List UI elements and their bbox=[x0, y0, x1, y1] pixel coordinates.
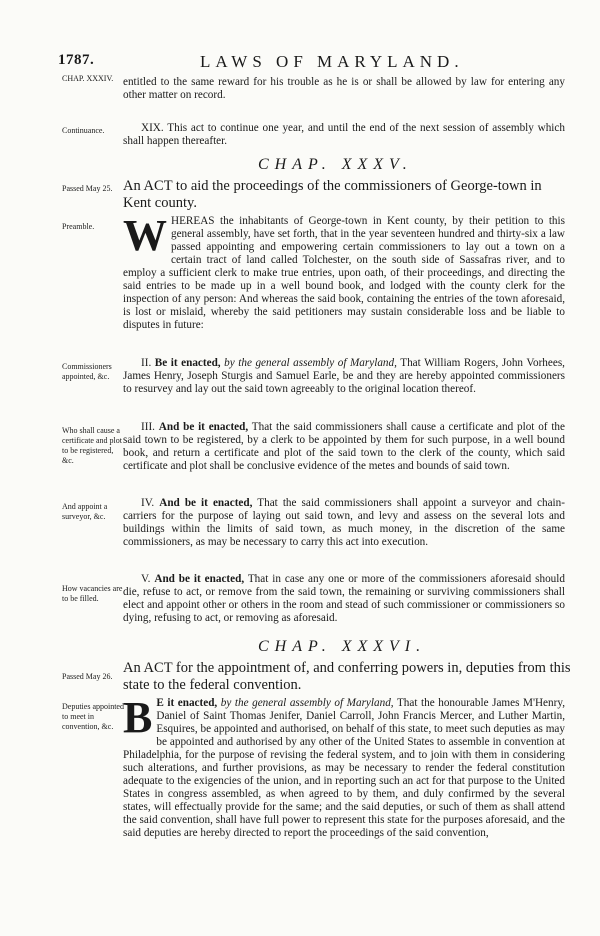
section-number: II. bbox=[141, 357, 152, 369]
section-text: This act to continue one year, and until the end of the next session of assembly which shall happen thereafter. bbox=[123, 122, 565, 147]
margin-note: Passed May 26. bbox=[62, 672, 113, 681]
paragraph bbox=[123, 573, 565, 625]
paragraph bbox=[123, 421, 565, 473]
enacting-clause: And be it enacted, bbox=[154, 573, 245, 585]
enacting-authority: by the general assembly of Maryland, bbox=[224, 357, 397, 369]
drop-cap: B bbox=[123, 693, 153, 742]
section-number: IV. bbox=[141, 497, 155, 509]
enacting-clause: Be it enacted, bbox=[154, 357, 221, 369]
enacting-clause: And be it enacted, bbox=[158, 421, 249, 433]
margin-note: Commissioners appointed, &c. bbox=[62, 362, 112, 381]
section-text: That the honourable James M'Henry, Daniel of Saint Thomas Jenifer, Daniel Carroll, John Francis Mercer, and Luther Martin, Esquires, be appointed and authorised, on behalf of this state, to meet such deputies as may be appointed and authorised by any other of the United States to assemble in convention at Philadelphia, for the purpose of revising the federal system, and to join with them in considering such alterations, and further provisions, as may be necessary to render the federal constitution adequate to the exigencies of the union, and in reporting such an act for that purpose to the United States in congress assembled, as when agreed to by them, and duly confirmed by the several states, will effectually provide for the same; and the said deputies, or such of them as shall attend the said convention, shall have full power to represent this state for the purposes aforesaid, and the said deputies are hereby directed to report the proceedings of the said convention, bbox=[123, 697, 565, 839]
section-text: That in case any one or more of the commissioners aforesaid should die, refuse to act, or remove from the said town, the remaining or surviving commissioners shall elect and appoint other or others in the room and stead of such commissioner or commissioners so dying, refusing to act, or removing as aforesaid. bbox=[123, 573, 565, 624]
paragraph bbox=[123, 497, 565, 549]
page-title: LAWS OF MARYLAND. bbox=[200, 52, 464, 71]
section-text: HEREAS the inhabitants of George-town in Kent county, by their petition to this general assembly, have set forth, that in the year seventeen hundred and thirty-six a law passed appointing and empowering certain commissioners to lay out a town on a certain tract of land called Tolchester, on the south side of Sassafras river, and to employ a sufficient clerk to make true entries, upon oath, of their proceedings, and directing the said entries to be made up in a well bound book, and lodged with the county clerk for the inspection of any person: And whereas the said book, containing the entries of the town aforesaid, is lost or mislaid, whereby the said petitioners may sustain considerable loss and be liable to disputes in future: bbox=[123, 215, 565, 331]
margin-note: Continuance. bbox=[62, 126, 105, 135]
margin-note: Deputies appointed to meet in convention, &c. bbox=[62, 702, 124, 731]
section-number: III. bbox=[141, 421, 155, 433]
paragraph bbox=[123, 357, 565, 396]
enacting-clause: E it enacted, bbox=[156, 697, 218, 709]
act-title: An ACT to aid the proceedings of the commissioners of George-town in Kent county. bbox=[123, 178, 542, 211]
act-title: An ACT for the appointment of, and conferring powers in, deputies from this state to the federal convention. bbox=[123, 660, 571, 693]
section-text: That the said commissioners shall appoint a surveyor and chain-carriers for the purpose of laying out said town, and levy and assess on the several lots and buildings within the limits of said town, as much money, in the discretion of the same commissioners, as may be necessary to carry this act into execution. bbox=[123, 497, 565, 548]
enacting-authority: by the general assembly of Maryland, bbox=[220, 697, 394, 709]
paragraph bbox=[123, 211, 565, 332]
paragraph: entitled to the same reward for his trouble as he is or shall be allowed by law for entering any other matter on record. bbox=[123, 76, 565, 101]
paragraph bbox=[123, 693, 565, 840]
margin-note: CHAP. XXXIV. bbox=[62, 74, 114, 83]
chapter-heading: CHAP. XXXVI. bbox=[258, 638, 427, 655]
page-year: 1787. bbox=[58, 52, 95, 68]
paragraph bbox=[123, 122, 565, 148]
margin-note: Preamble. bbox=[62, 222, 95, 231]
enacting-clause: And be it enacted, bbox=[159, 497, 253, 509]
margin-note: Who shall cause a certificate and plot to be registered, &c. bbox=[62, 426, 122, 465]
section-number: XIX. bbox=[141, 122, 164, 134]
margin-note: And appoint a surveyor, &c. bbox=[62, 502, 108, 521]
chapter-heading: CHAP. XXXV. bbox=[258, 156, 413, 173]
margin-note: Passed May 25. bbox=[62, 184, 113, 193]
section-number: V. bbox=[141, 573, 151, 585]
section-text: That the said commissioners shall cause a certificate and plot of the said town to be registered, by a clerk to be appointed by them for such purpose, in a well bound book, and return a certificate and plot of the said town to the clerk of the county, which said certificate and plot shall be conclusive evidence of the metes and bounds of said town. bbox=[123, 421, 565, 472]
drop-cap: W bbox=[123, 211, 167, 260]
margin-note: How vacancies are to be filled. bbox=[62, 584, 123, 603]
section-text: That William Rogers, John Vorhees, James Henry, Joseph Sturgis and Samuel Earle, be and they are hereby appointed commissioners to resurvey and lay out the said town agreeably to the original location thereof. bbox=[123, 357, 565, 395]
